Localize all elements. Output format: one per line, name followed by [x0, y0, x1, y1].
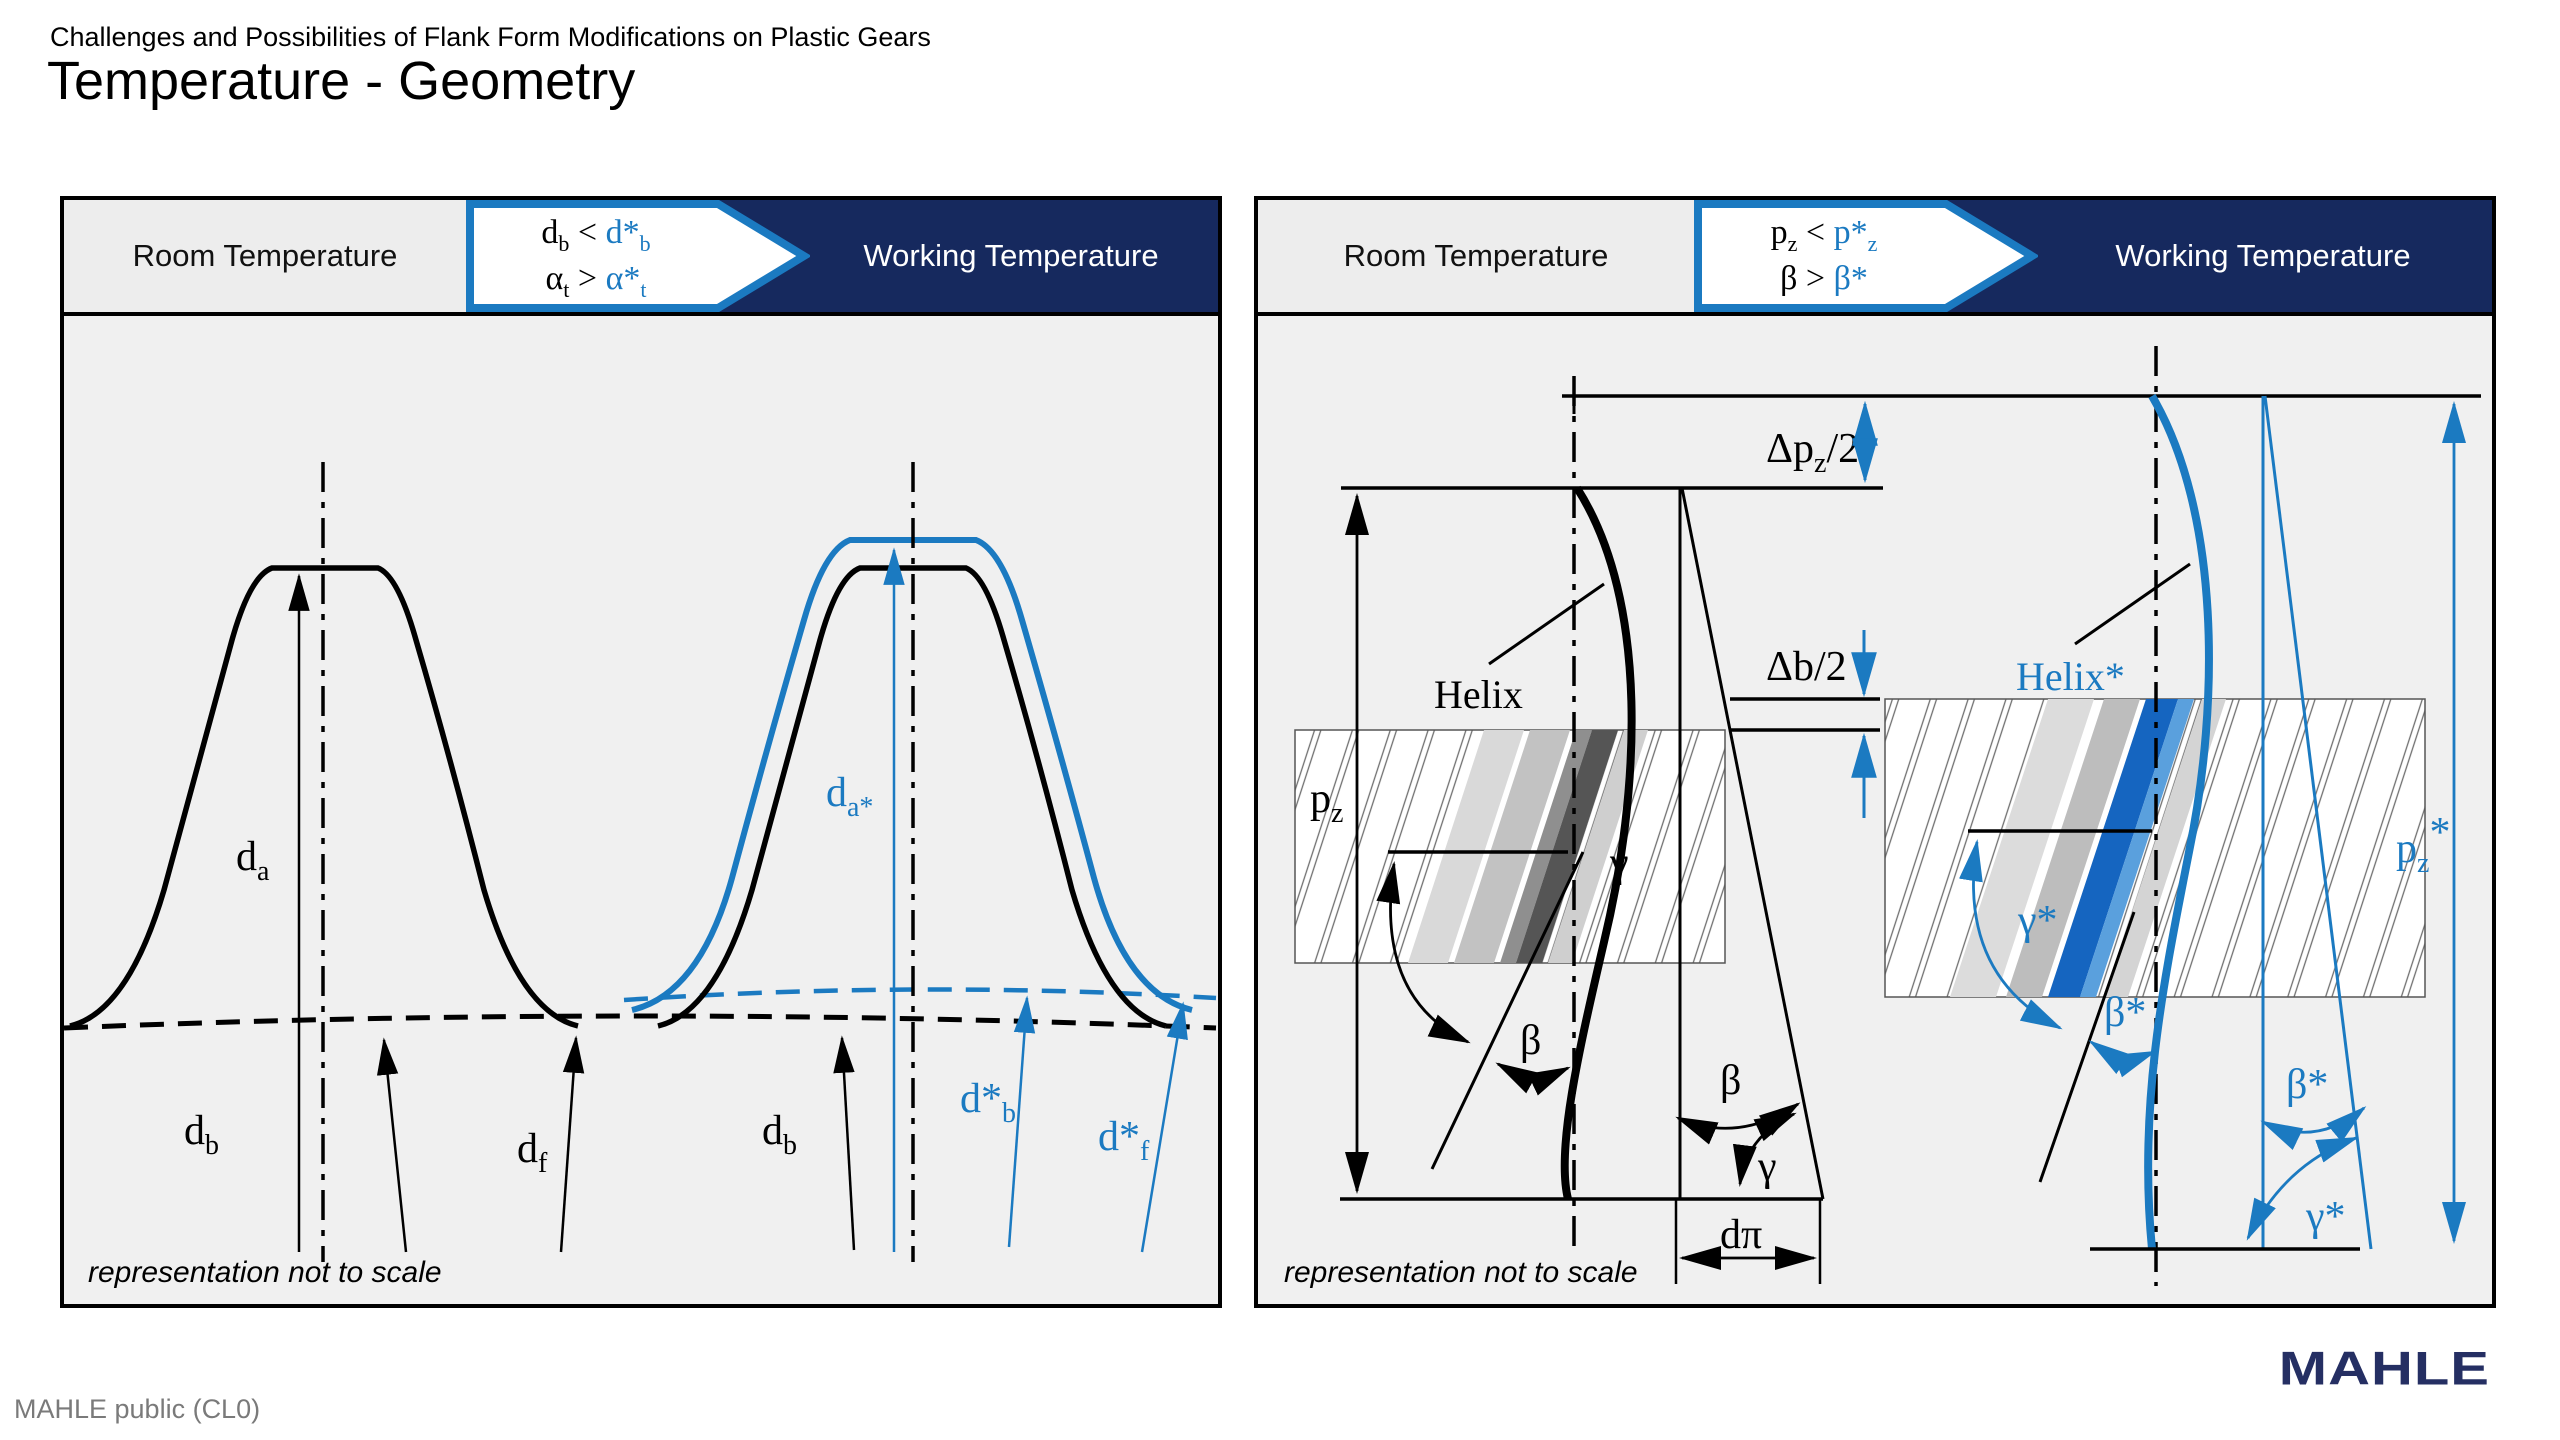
room-temperature-label: Room Temperature	[132, 238, 398, 273]
working-temperature-label: Working Temperature	[2115, 238, 2411, 273]
db-star-label: $d*_b$	[960, 1076, 1016, 1129]
panel-helix-geometry	[1254, 196, 2496, 1308]
beta-arc-tri	[1678, 1104, 1798, 1128]
helix-star-pointer	[2075, 564, 2190, 644]
beta-star-label: β*	[2104, 990, 2147, 1036]
right-panel-header	[1258, 200, 2492, 316]
delta-b-label: Δb/2	[1766, 644, 1847, 690]
gamma-star-tri-label: γ*	[2306, 1194, 2346, 1240]
slide-pretitle: Challenges and Possibilities of Flank Form Modifications on Plastic Gears	[50, 22, 931, 52]
condition-formulas	[466, 206, 726, 306]
working-temperature-label: Working Temperature	[863, 238, 1159, 273]
scale-note: representation not to scale	[88, 1256, 442, 1289]
panel-tooth-geometry	[60, 196, 1222, 1308]
helix-pointer	[1489, 584, 1604, 664]
da-label: $d_a$	[236, 834, 270, 887]
room-temperature-label: Room Temperature	[1343, 238, 1609, 273]
df-star-arrow	[1142, 1004, 1183, 1252]
classification-footer: MAHLE public (CL0)	[14, 1394, 261, 1424]
condition-line-2: β > β*	[1780, 260, 1868, 297]
db2-arrow	[842, 1038, 854, 1250]
condition-line-1: $d_b < d*_b$	[541, 214, 651, 256]
pz-label: $p_z$	[1310, 776, 1344, 829]
db2-label: $d_b$	[762, 1108, 797, 1161]
helix-star-label: Helix*	[2016, 654, 2125, 699]
df-label: $d_f$	[517, 1126, 548, 1179]
delta-pz-label: $\Delta p_z/2$	[1766, 426, 1860, 479]
dpi-label: dπ	[1720, 1212, 1763, 1258]
df-star-label: $d*_f$	[1098, 1114, 1150, 1167]
da-star-label: $d_{a*}$	[826, 770, 874, 823]
beta-label: β	[1520, 1018, 1542, 1064]
mahle-logo: MAHLE	[2278, 1341, 2490, 1395]
gamma-tri-label: γ	[1758, 1144, 1777, 1190]
beta-star-arc-tri	[2263, 1108, 2364, 1132]
gamma-star-label: γ*	[2018, 898, 2058, 944]
scale-note: representation not to scale	[1284, 1256, 1638, 1289]
gamma-label: γ	[1610, 840, 1629, 886]
left-panel-header	[64, 200, 1218, 316]
condition-line-1: $p_z < p*_z$	[1770, 214, 1878, 256]
gear-band-cold	[1295, 730, 1725, 963]
beta-arc-helix	[1498, 1064, 1568, 1075]
helix-lead-diagram	[1258, 312, 2492, 1304]
condition-formulas	[1694, 206, 1954, 306]
beta-star-tri-label: β*	[2286, 1062, 2329, 1108]
beta-tri-label: β	[1720, 1058, 1742, 1104]
helix-label: Helix	[1434, 672, 1523, 717]
df-arrow	[561, 1038, 576, 1252]
root-circle-dashed	[64, 1016, 1216, 1028]
tooth-profile-diagram	[64, 312, 1218, 1304]
pz-star-label: $p_z*$	[2396, 810, 2451, 879]
condition-line-2: $\alpha_t > \alpha*_t$	[545, 260, 647, 302]
beta-star-arc-helix	[2091, 1042, 2154, 1056]
db-label: $d_b$	[184, 1108, 219, 1161]
db-arrow	[384, 1040, 406, 1252]
page-title: Temperature - Geometry	[47, 51, 636, 111]
